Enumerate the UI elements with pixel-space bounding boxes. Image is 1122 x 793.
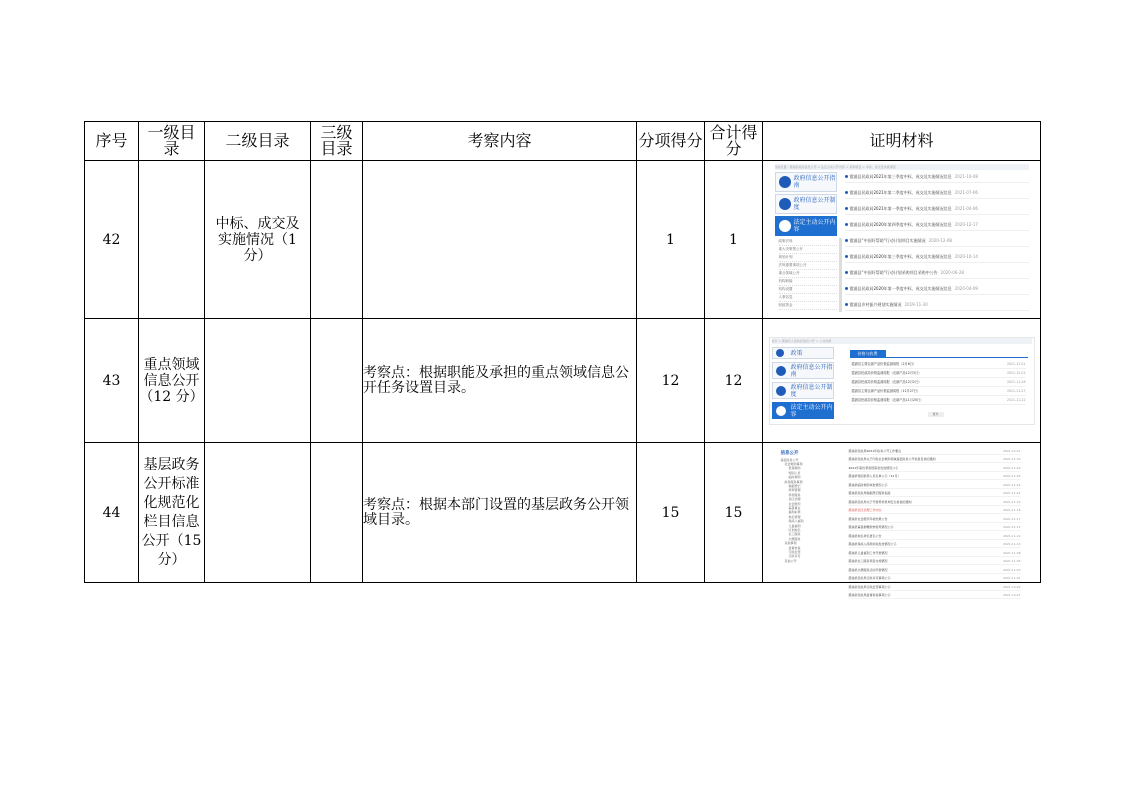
row-total-score: 15: [705, 443, 763, 583]
list-item: 人事信息: [779, 294, 837, 302]
list-icon: [776, 406, 786, 416]
list-item: 霞浦县“中国好帮助”行动计划采购项目采购中公告 2020-06-28: [845, 268, 1029, 279]
nav-statutory: 法定主动公开内容: [775, 216, 837, 236]
list-item: 2021-11-08 霞浦县儿童福利工作开展情况: [848, 550, 1021, 555]
row-level2: 中标、成交及实施情况（1 分）: [205, 161, 311, 319]
list-item: 霞浦县“中国好帮助”行动计划项目实施情况 2020-12-08: [845, 236, 1029, 247]
header-content: 考察内容: [363, 122, 637, 161]
category-tree: [781, 450, 841, 564]
list-item: 婚姻登记: [788, 483, 801, 488]
divider: [850, 357, 1028, 358]
list-item: 社区治理: [788, 497, 801, 502]
list-item: 霞浦县民政局2020年第四季度中标、成交及实施情况信息 2020-12-17: [845, 220, 1029, 231]
list-item: 残疾人福利: [788, 519, 804, 524]
table-row: [85, 443, 1041, 583]
header-row: [85, 122, 1041, 161]
list-item: 2021-11-29 2021年第四季度低保金发放情况公示: [848, 465, 1021, 470]
nav-policy: 政策: [772, 347, 834, 359]
list-item: 2021-11-22 霞浦县民政局价格监测周报（农副产品11月20日）: [852, 396, 1026, 405]
list-item: 政务服务事项: [784, 479, 803, 484]
list-item: 2021-11-26 霞浦县民政局价格监测周报（农副产品12月2日）: [852, 378, 1026, 387]
evidence-screenshot-grassroots: [779, 446, 1025, 597]
list-item: 儿童福利: [788, 523, 801, 528]
more-button: 更多: [928, 412, 944, 417]
nav-statutory: 法定主动公开内容: [772, 402, 834, 419]
evaluation-table: [84, 121, 1041, 597]
row-level2: [205, 319, 311, 443]
list-item: 2021-10-27 霞浦县民政局监督检查事项公示: [848, 593, 1021, 597]
list-icon: [779, 220, 791, 232]
row-content: 考察点：根据本部门设置的基层政务公开领域目录。: [363, 443, 637, 583]
list-item: 霞浦县民政局2021年第三季度中标、成交及实施情况信息 2021-10-08: [845, 172, 1029, 183]
list-item: 监督检查: [788, 545, 801, 550]
list-item: 养老服务: [788, 492, 801, 497]
breadcrumb: 首页 > 霞浦县人民政府信息公开 > 公共政策: [772, 338, 1032, 344]
building-icon: [776, 349, 784, 357]
list-item: 2021-12-01 霞浦县主要农副产品价格监测周报（2月6日）: [852, 360, 1026, 369]
list-item: 霞浦县民政局2020年第三季度中标、成交及实施情况信息 2020-10-14: [845, 252, 1029, 263]
list-item: 重大决策预公开: [779, 246, 837, 254]
table-row: [85, 161, 1041, 319]
list-item: 社会救助事项: [784, 461, 803, 466]
document-icon: [779, 198, 791, 210]
row-evidence: [763, 161, 1041, 319]
list-item: 2021-11-30 霞浦县民政局关于印发社会救助领域基层政务公开标准目录的通知: [848, 457, 1021, 461]
list-item: 霞浦县民政局2021年第二季度中标、成交及实施情况信息 2021-07-06: [845, 188, 1029, 199]
list-item: 低保救助: [788, 466, 801, 471]
list-item: 重点领域公开: [779, 270, 837, 278]
compass-icon: [779, 176, 791, 188]
row-level1: 重点领域信息公开（12 分）: [139, 319, 205, 443]
list-item: 机构设置: [779, 286, 837, 294]
list-item: 2021-11-17 霞浦县社会组织年检结果公告: [848, 516, 1021, 521]
list-item: 霞浦县乡村振兴规划实施情况 2019-11-30: [845, 300, 1029, 311]
header-seq: 序号: [85, 122, 139, 161]
compass-icon: [776, 366, 786, 376]
document-icon: [776, 386, 786, 396]
news-list: [852, 360, 1026, 405]
row-seq: 43: [85, 319, 139, 443]
nav-system: 政府信息公开制度: [772, 382, 834, 399]
list-item: 财政资金: [779, 302, 837, 310]
list-item: 临时救助: [788, 475, 801, 480]
news-list: [845, 172, 1029, 316]
nav-guide: 政府信息公开指南: [772, 362, 834, 379]
list-item: 2021-11-15 霞浦县慈善捐赠款物使用情况公示: [848, 525, 1021, 529]
list-item: 社工服务: [788, 532, 801, 537]
list-item: 殡葬管理: [788, 488, 801, 493]
list-item: 社会组织: [788, 501, 801, 506]
row-level2: [205, 443, 311, 583]
side-list: [779, 238, 837, 310]
evidence-screenshot-key-areas: [769, 337, 1035, 425]
list-item: 2021-10-29 霞浦县民政局行政处罚事项公示: [848, 584, 1021, 589]
row-level3: [311, 443, 363, 583]
list-item: 志愿服务: [788, 536, 801, 541]
scrollbar: [839, 238, 842, 312]
list-item: 机构职能: [779, 278, 837, 286]
list-item: 2021-11-18 霞浦县社区治理工作动态: [848, 508, 1021, 512]
tab-price: 价格与收费: [850, 350, 886, 357]
list-item: 行政许可: [788, 554, 801, 559]
row-content: [363, 161, 637, 319]
list-item: 2021-11-24 霞浦县临时救助审批情况公示: [848, 482, 1021, 487]
list-item: 慈善事业: [788, 505, 801, 510]
list-item: 2021-11-19 霞浦县民政局关于开展养老机构安全检查的通知: [848, 499, 1021, 504]
list-item: 霞浦县民政局2021年第一季度中标、成交及实施情况信息 2021-04-06: [845, 204, 1029, 215]
header-level3: 三级目录: [311, 122, 363, 161]
breadcrumb: 当前位置：霞浦县政府信息公开 > 法定主动公开内容 > 采购项目 > 中标、成交及实施情况: [775, 164, 1029, 170]
list-item: 法规重要事项公开: [779, 262, 837, 270]
list-item: 2021-11-22 霞浦县民政局婚姻登记服务指南: [848, 491, 1021, 495]
row-total-score: 1: [705, 161, 763, 319]
list-item: 福利彩票: [788, 510, 801, 515]
table-row: [85, 319, 1041, 443]
list-item: 地名管理: [788, 514, 801, 519]
header-item-score: 分项得分: [637, 122, 705, 161]
row-seq: 44: [85, 443, 139, 583]
list-item: 行政处罚: [788, 550, 801, 555]
row-level3: [311, 319, 363, 443]
list-item: 规划计划: [779, 254, 837, 262]
row-level3: [311, 161, 363, 319]
list-item: 2021-11-05 霞浦县社工服务项目实施情况: [848, 559, 1021, 563]
nav-guide: 政府信息公开指南: [775, 172, 837, 192]
list-item: 特困人员: [788, 470, 801, 475]
row-content: 考察点：根据职能及承担的重点领域信息公开任务设置目录。: [363, 319, 637, 443]
list-item: 其他事项: [784, 541, 797, 546]
row-seq: 42: [85, 161, 139, 319]
evidence-screenshot-procurement: [773, 164, 1031, 316]
header-level1: 一级目录: [139, 122, 205, 161]
nav-system: 政府信息公开制度: [775, 194, 837, 214]
row-evidence: [763, 319, 1041, 443]
row-item-score: 15: [637, 443, 705, 583]
list-item: 2021-11-03 霞浦县志愿服务活动开展情况: [848, 567, 1021, 572]
header-total-score: 合计得分: [705, 122, 763, 161]
list-item: 霞浦县民政局2020年第一季度中标、成交及实施情况信息 2020-04-09: [845, 284, 1029, 295]
list-item: 2021-12-01 霞浦县民政局2021年政务公开工作要点: [848, 448, 1021, 453]
row-item-score: 12: [637, 319, 705, 443]
row-item-score: 1: [637, 161, 705, 319]
header-level2: 二级目录: [205, 122, 311, 161]
list-item: 2021-11-10 霞浦县残疾人两项补贴发放情况公示: [848, 542, 1021, 546]
list-item: 2021-11-01 霞浦县民政局行政许可事项公示: [848, 576, 1021, 580]
list-item: 其他公开: [784, 558, 797, 563]
header-evidence: 证明材料: [763, 122, 1041, 161]
tree-title: 信息公开: [780, 450, 799, 456]
list-item: 基层政务公开: [780, 457, 799, 462]
list-item: 政策法规: [779, 238, 837, 246]
row-total-score: 12: [705, 319, 763, 443]
list-item: 2021-11-27 霞浦县主要农副产品价格监测周报（11月27日）: [852, 387, 1026, 396]
row-evidence: [763, 443, 1041, 597]
row-level1: [139, 161, 205, 319]
news-list: [849, 448, 1021, 601]
row-level1: 基层政务公开标准化规范化栏目信息公开（15 分）: [139, 443, 205, 583]
list-item: 2021-12-01 霞浦县民政局价格监测周报（农副产品12月3日）: [852, 369, 1026, 378]
list-item: 2021-11-12 霞浦县地名命名更名公告: [848, 533, 1021, 538]
list-item: 区划地名: [788, 528, 801, 532]
list-item: 2021-11-26 霞浦县特困供养人员名单公示（11月）: [848, 474, 1021, 478]
